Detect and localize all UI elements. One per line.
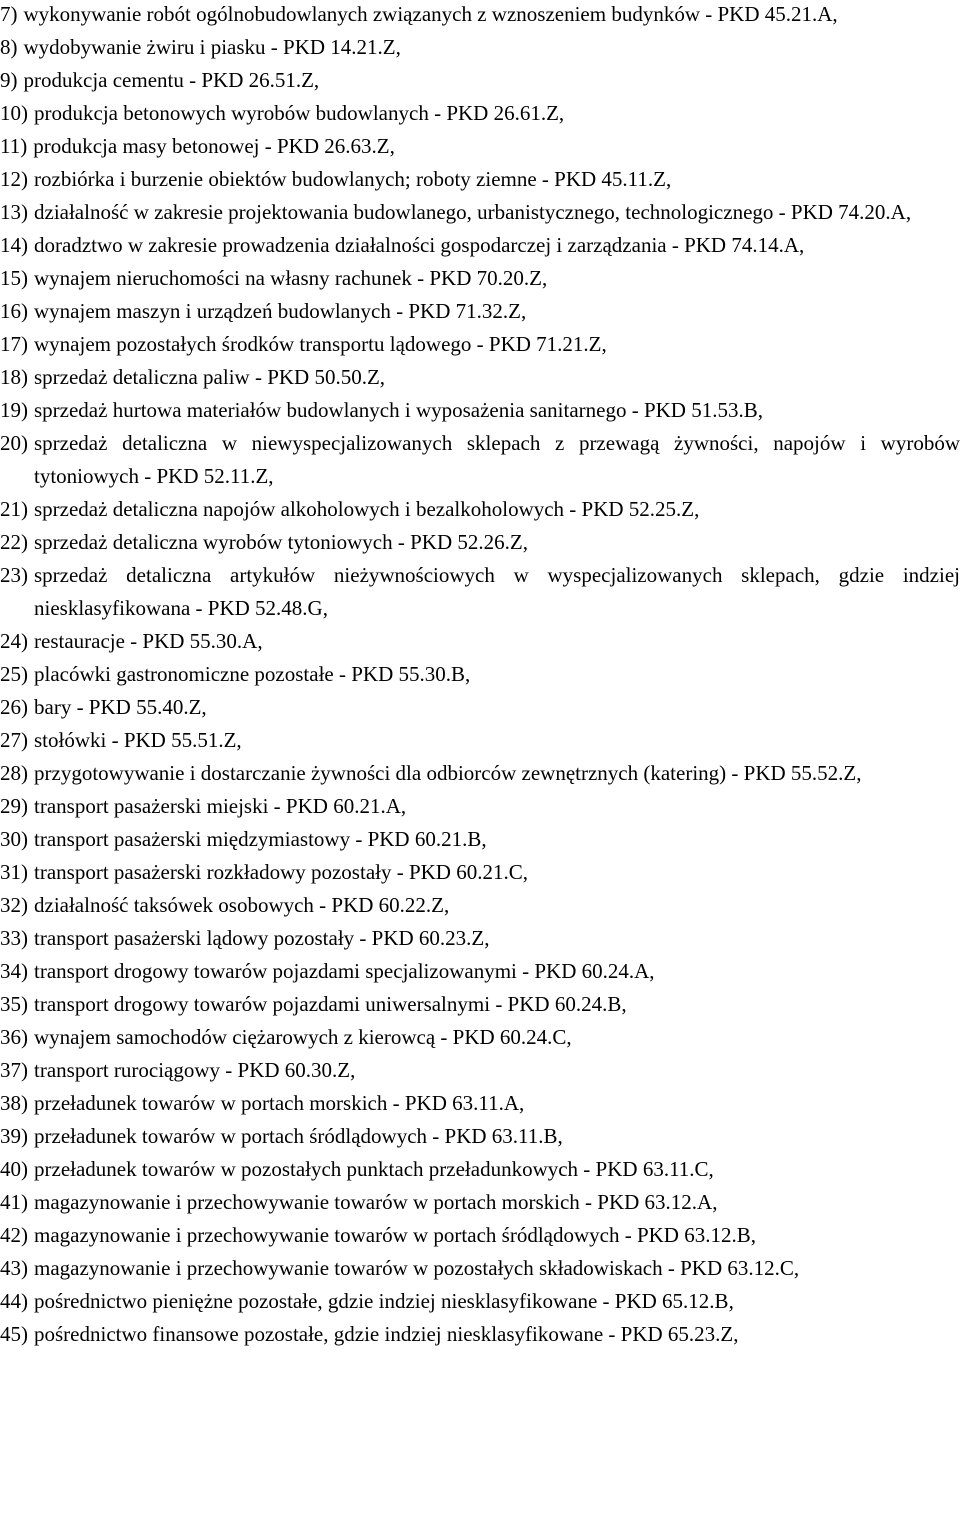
item-number: 14) [0,233,28,257]
list-item [0,1318,960,1351]
list-item [0,889,960,922]
item-text: przygotowywanie i dostarczanie żywności dla odbiorców zewnętrznych (katering) - PKD 55.52.Z, [34,761,862,785]
item-text: bary - PKD 55.40.Z, [34,695,207,719]
item-text: sprzedaż detaliczna paliw - PKD 50.50.Z, [34,365,386,389]
item-text: transport pasażerski rozkładowy pozostały - PKD 60.21.C, [34,860,528,884]
item-text: wykonywanie robót ogólnobudowlanych związanych z wznoszeniem budynków - PKD 45.21.A, [23,2,838,26]
list-item [0,658,960,691]
item-number: 27) [0,728,28,752]
list-item [0,361,960,394]
item-number: 31) [0,860,28,884]
item-text: pośrednictwo finansowe pozostałe, gdzie indziej niesklasyfikowane - PKD 65.23.Z, [34,1322,739,1346]
item-number: 32) [0,893,28,917]
item-number: 45) [0,1322,28,1346]
list-item [0,691,960,724]
item-number: 38) [0,1091,28,1115]
item-number: 18) [0,365,28,389]
item-text: działalność taksówek osobowych - PKD 60.22.Z, [34,893,450,917]
item-number: 12) [0,167,28,191]
list-item [0,1285,960,1318]
item-text: stołówki - PKD 55.51.Z, [34,728,242,752]
item-number: 33) [0,926,28,950]
item-number: 30) [0,827,28,851]
item-number: 25) [0,662,28,686]
item-text: magazynowanie i przechowywanie towarów w pozostałych składowiskach - PKD 63.12.C, [34,1256,800,1280]
item-number: 23) [0,563,28,587]
list-item [0,1186,960,1219]
item-number: 9) [0,68,18,92]
item-text: wynajem pozostałych środków transportu lądowego - PKD 71.21.Z, [34,332,607,356]
item-number: 28) [0,761,28,785]
list-item [0,790,960,823]
item-number: 41) [0,1190,28,1214]
list-item [0,97,960,130]
list-item [0,394,960,427]
item-text: wynajem samochodów ciężarowych z kierowcą - PKD 60.24.C, [34,1025,572,1049]
list-item [0,856,960,889]
list-item [0,922,960,955]
list-item [0,427,960,493]
list-item [0,229,960,262]
item-text: transport rurociągowy - PKD 60.30.Z, [34,1058,356,1082]
list-item [0,64,960,97]
list-item [0,1252,960,1285]
item-text: sprzedaż detaliczna artykułów nieżywnościowych w wyspecjalizowanych sklepach, gdzie indziej niesklasyfikowana - PKD 52.48.G, [34,563,960,620]
item-number: 37) [0,1058,28,1082]
list-item [0,526,960,559]
item-number: 29) [0,794,28,818]
list-item [0,757,960,790]
item-text: transport pasażerski międzymiastowy - PKD 60.21.B, [34,827,487,851]
item-text: doradztwo w zakresie prowadzenia działalności gospodarczej i zarządzania - PKD 74.14.A, [34,233,805,257]
item-number: 35) [0,992,28,1016]
item-number: 40) [0,1157,28,1181]
item-text: sprzedaż detaliczna napojów alkoholowych i bezalkoholowych - PKD 52.25.Z, [34,497,700,521]
item-text: produkcja cementu - PKD 26.51.Z, [23,68,320,92]
list-item [0,1021,960,1054]
list-item [0,1054,960,1087]
item-text: wydobywanie żwiru i piasku - PKD 14.21.Z, [23,35,401,59]
item-number: 39) [0,1124,28,1148]
item-number: 13) [0,200,28,224]
list-item [0,1087,960,1120]
list-item [0,328,960,361]
item-number: 10) [0,101,28,125]
item-text: przeładunek towarów w portach morskich - PKD 63.11.A, [34,1091,525,1115]
list-item [0,823,960,856]
item-text: sprzedaż hurtowa materiałów budowlanych i wyposażenia sanitarnego - PKD 51.53.B, [34,398,763,422]
item-number: 44) [0,1289,28,1313]
list-item [0,0,960,31]
item-text: magazynowanie i przechowywanie towarów w portach morskich - PKD 63.12.A, [34,1190,718,1214]
item-text: transport drogowy towarów pojazdami specjalizowanymi - PKD 60.24.A, [34,959,655,983]
item-text: transport pasażerski miejski - PKD 60.21.A, [34,794,407,818]
item-number: 26) [0,695,28,719]
item-text: sprzedaż detaliczna w niewyspecjalizowanych sklepach z przewagą żywności, napojów i wyrobów tytoniowych - PKD 52.11.Z, [34,431,960,488]
item-text: sprzedaż detaliczna wyrobów tytoniowych - PKD 52.26.Z, [34,530,528,554]
item-text: transport pasażerski lądowy pozostały - PKD 60.23.Z, [34,926,490,950]
list-item [0,988,960,1021]
list-item [0,262,960,295]
list-item [0,1120,960,1153]
item-text: restauracje - PKD 55.30.A, [34,629,263,653]
item-number: 34) [0,959,28,983]
item-text: produkcja masy betonowej - PKD 26.63.Z, [33,134,395,158]
item-number: 43) [0,1256,28,1280]
item-text: placówki gastronomiczne pozostałe - PKD 55.30.B, [34,662,471,686]
item-number: 11) [0,134,28,158]
item-text: produkcja betonowych wyrobów budowlanych - PKD 26.61.Z, [34,101,565,125]
list-item [0,196,960,229]
item-number: 21) [0,497,28,521]
list-item [0,31,960,64]
item-number: 15) [0,266,28,290]
item-text: transport drogowy towarów pojazdami uniwersalnymi - PKD 60.24.B, [34,992,627,1016]
list-item [0,163,960,196]
item-text: magazynowanie i przechowywanie towarów w portach śródlądowych - PKD 63.12.B, [34,1223,756,1247]
list-item [0,295,960,328]
list-item [0,955,960,988]
item-number: 16) [0,299,28,323]
list-item [0,493,960,526]
item-number: 17) [0,332,28,356]
item-text: działalność w zakresie projektowania budowlanego, urbanistycznego, technologicznego - PKD 74.20.A, [34,200,912,224]
list-item [0,1153,960,1186]
item-number: 22) [0,530,28,554]
item-number: 7) [0,2,18,26]
item-number: 20) [0,431,28,455]
list-item [0,130,960,163]
item-text: pośrednictwo pieniężne pozostałe, gdzie indziej niesklasyfikowane - PKD 65.12.B, [34,1289,734,1313]
item-text: rozbiórka i burzenie obiektów budowlanych; roboty ziemne - PKD 45.11.Z, [34,167,672,191]
item-number: 8) [0,35,18,59]
item-text: wynajem nieruchomości na własny rachunek - PKD 70.20.Z, [34,266,548,290]
list-item [0,559,960,625]
list-item [0,724,960,757]
item-number: 24) [0,629,28,653]
list-item [0,1219,960,1252]
item-text: przeładunek towarów w pozostałych punktach przeładunkowych - PKD 63.11.C, [34,1157,714,1181]
item-number: 36) [0,1025,28,1049]
item-number: 19) [0,398,28,422]
item-text: wynajem maszyn i urządzeń budowlanych - PKD 71.32.Z, [34,299,527,323]
list-item [0,625,960,658]
item-number: 42) [0,1223,28,1247]
item-text: przeładunek towarów w portach śródlądowych - PKD 63.11.B, [34,1124,563,1148]
